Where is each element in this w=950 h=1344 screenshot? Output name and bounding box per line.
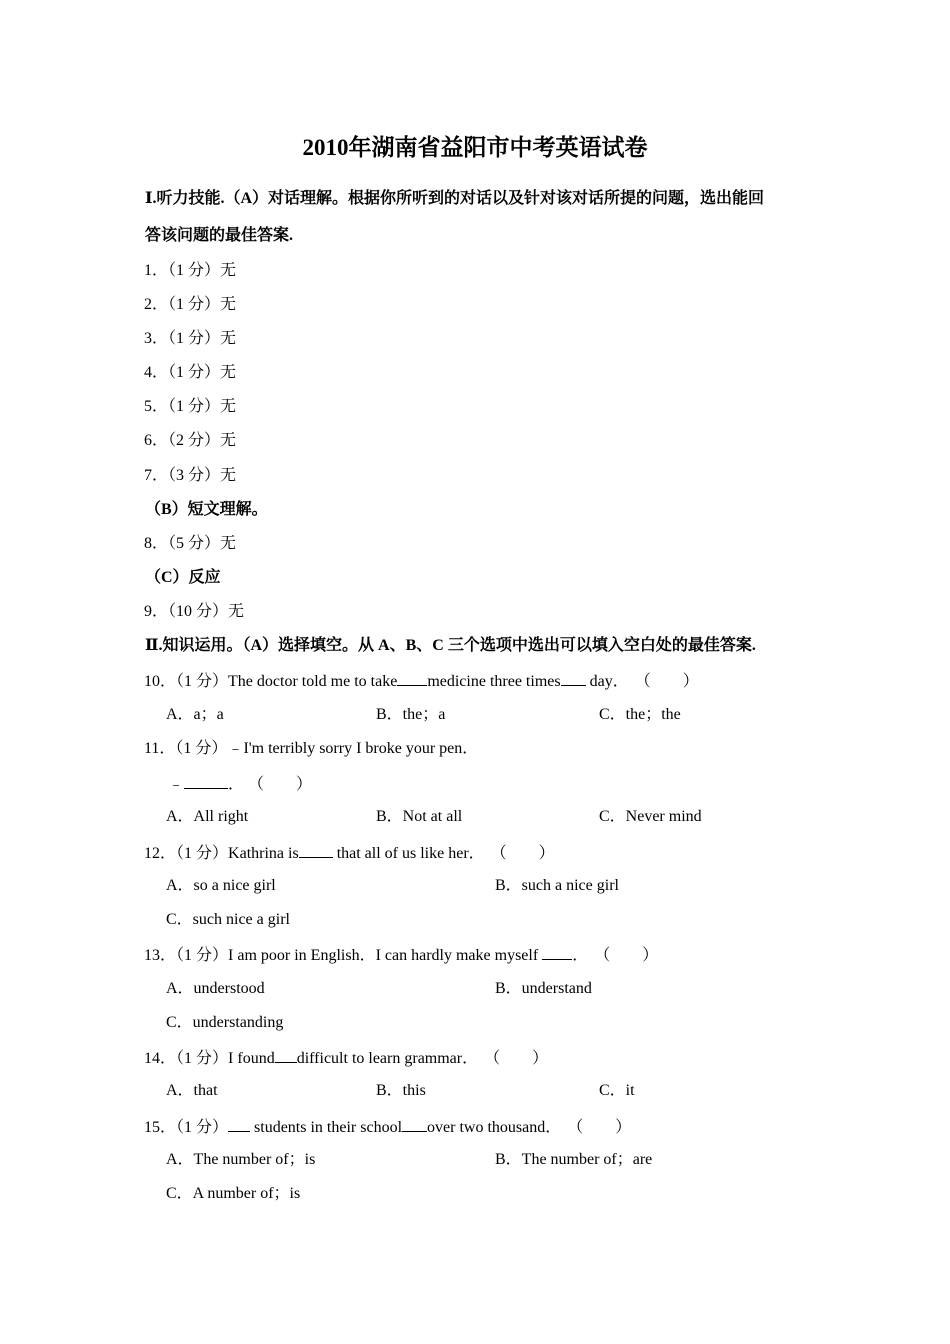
answer-parenthesis: （ ）	[567, 1119, 632, 1136]
option-a: A．All right	[166, 808, 249, 825]
question-score: （1 分）	[176, 845, 229, 862]
option-b: B．understand	[495, 980, 592, 997]
question-text: 无	[220, 535, 237, 552]
question-text: The doctor told me to take	[228, 673, 398, 690]
question-score: （2 分）	[168, 432, 221, 449]
answer-blank	[275, 1047, 297, 1063]
question-4	[144, 363, 236, 383]
question-text: over two thousand．	[427, 1119, 562, 1136]
option-b: B．The number of；are	[495, 1151, 653, 1168]
question-number: 1．	[144, 262, 169, 279]
question-8	[144, 534, 236, 554]
question-9	[144, 602, 244, 622]
question-6	[144, 431, 236, 451]
page-title: 2010年湖南省益阳市中考英语试卷	[302, 135, 648, 160]
question-text: ．	[572, 947, 589, 964]
question-number: 14．	[144, 1050, 177, 1067]
answer-blank	[397, 670, 427, 686]
question-number: 9．	[144, 603, 169, 620]
question-text: 无	[220, 330, 237, 347]
section-b-heading: （B）短文理解。	[145, 501, 268, 518]
question-number: 8．	[144, 535, 169, 552]
option-a: A．understood	[166, 980, 265, 997]
question-text: ﹣I'm terribly sorry I broke your pen．	[227, 740, 479, 757]
answer-blank	[542, 944, 572, 960]
question-text: ﹣	[168, 776, 185, 793]
section-c-heading: （C）反应	[145, 569, 221, 586]
question-number: 6．	[144, 432, 169, 449]
answer-blank	[184, 773, 228, 789]
question-number: 15．	[144, 1119, 177, 1136]
question-text: 无	[220, 467, 237, 484]
question-number: 10．	[144, 673, 177, 690]
answer-parenthesis: （ ）	[490, 845, 555, 862]
question-text: students in their school	[250, 1119, 403, 1136]
question-number: 7．	[144, 467, 169, 484]
option-c: C．understanding	[166, 1014, 284, 1031]
option-c: C．Never mind	[599, 808, 702, 825]
answer-blank	[402, 1116, 427, 1132]
question-score: （1 分）	[176, 947, 229, 964]
question-score: （1 分）	[176, 1050, 229, 1067]
question-score: （1 分）	[168, 398, 221, 415]
option-a: A．so a nice girl	[166, 877, 276, 894]
section-2-heading: Ⅱ.知识运用。（A）选择填空。从 A、B、C 三个选项中选出可以填入空白处的最佳答案.	[145, 637, 756, 654]
question-11-reply	[168, 773, 312, 795]
answer-parenthesis: （ ）	[594, 947, 659, 964]
option-b: B．Not at all	[376, 808, 463, 825]
question-number: 3．	[144, 330, 169, 347]
question-text: 无	[220, 364, 237, 381]
question-text: 无	[220, 296, 237, 313]
question-text: 无	[228, 603, 245, 620]
option-b: B．the；a	[376, 706, 446, 723]
question-5	[144, 397, 236, 417]
section-1-heading-line-2: 答该问题的最佳答案.	[145, 227, 294, 244]
question-text: medicine three times	[427, 673, 561, 690]
question-score: （1 分）	[175, 740, 228, 757]
question-number: 5．	[144, 398, 169, 415]
question-score: （1 分）	[168, 296, 221, 313]
question-score: （1 分）	[176, 673, 229, 690]
option-c: C．such nice a girl	[166, 911, 290, 928]
question-12	[144, 842, 555, 864]
answer-parenthesis: （ ）	[484, 1050, 549, 1067]
answer-blank	[561, 670, 586, 686]
question-number: 4．	[144, 364, 169, 381]
question-14	[144, 1047, 548, 1069]
question-number: 2．	[144, 296, 169, 313]
question-7	[144, 466, 236, 486]
question-text: 无	[220, 432, 237, 449]
answer-blank	[228, 1116, 250, 1132]
option-a: A．that	[166, 1082, 218, 1099]
question-score: （1 分）	[168, 262, 221, 279]
question-3	[144, 329, 236, 349]
question-text: day．	[585, 673, 629, 690]
question-11	[144, 739, 478, 759]
question-score: （5 分）	[168, 535, 221, 552]
option-c: C．it	[599, 1082, 635, 1099]
answer-parenthesis: （ ）	[248, 776, 313, 793]
question-15	[144, 1116, 631, 1138]
question-text: difficult to learn grammar．	[296, 1050, 479, 1067]
question-number: 13．	[144, 947, 177, 964]
question-number: 12．	[144, 845, 177, 862]
question-1	[144, 261, 236, 281]
option-b: B．such a nice girl	[495, 877, 619, 894]
question-text: ．	[228, 776, 245, 793]
question-text: 无	[220, 262, 237, 279]
answer-blank	[299, 842, 333, 858]
question-score: （1 分）	[176, 1119, 229, 1136]
section-1-heading-line-1: Ⅰ.听力技能.（A）对话理解。根据你所听到的对话以及针对该对话所提的问题，选出能回	[145, 190, 765, 207]
question-text: I found	[228, 1050, 275, 1067]
question-score: （1 分）	[168, 330, 221, 347]
question-number: 11．	[144, 740, 176, 757]
question-score: （1 分）	[168, 364, 221, 381]
question-2	[144, 295, 236, 315]
option-a: A．The number of；is	[166, 1151, 316, 1168]
question-text: 无	[220, 398, 237, 415]
option-b: B．this	[376, 1082, 426, 1099]
option-c: C．the；the	[599, 706, 681, 723]
question-score: （3 分）	[168, 467, 221, 484]
question-10	[144, 670, 699, 692]
question-score: （10 分）	[168, 603, 229, 620]
question-text: Kathrina is	[228, 845, 299, 862]
option-a: A．a；a	[166, 706, 224, 723]
question-text: that all of us like her．	[332, 845, 485, 862]
question-text: I am poor in English．I can hardly make myself	[228, 947, 543, 964]
question-13	[144, 944, 658, 966]
option-c: C．A number of；is	[166, 1185, 301, 1202]
answer-parenthesis: （ ）	[634, 673, 699, 690]
